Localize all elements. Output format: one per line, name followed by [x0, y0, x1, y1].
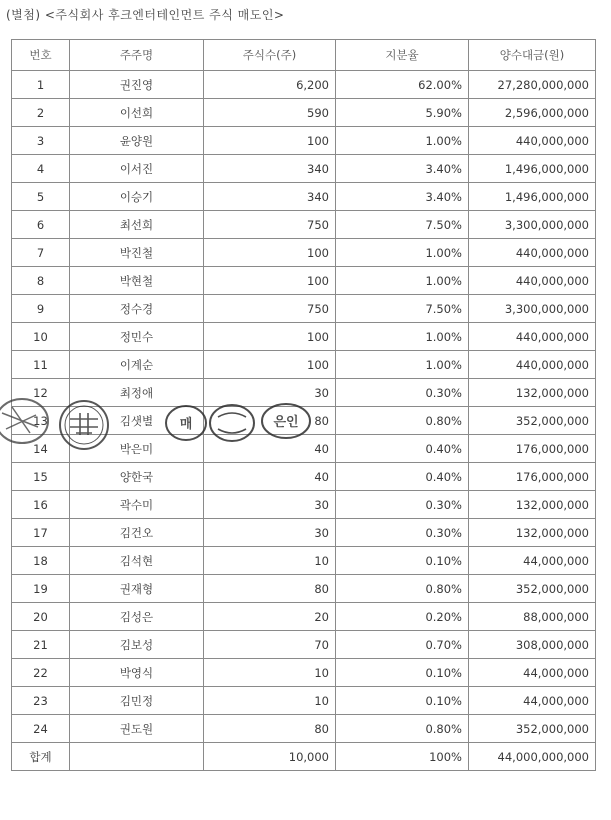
- row-shareholder-name: 박진철: [70, 239, 204, 267]
- table-row: [12, 379, 596, 407]
- row-number: 14: [12, 435, 70, 463]
- row-ratio: 1.00%: [336, 239, 469, 267]
- table-row: [12, 183, 596, 211]
- row-shareholder-name: 김샛별: [70, 407, 204, 435]
- row-number: 23: [12, 687, 70, 715]
- table-row: [12, 519, 596, 547]
- row-shares: 100: [204, 267, 336, 295]
- table-row: [12, 295, 596, 323]
- row-shares: 590: [204, 99, 336, 127]
- table-row: [12, 687, 596, 715]
- row-shares: 6,200: [204, 71, 336, 99]
- row-shares: 340: [204, 155, 336, 183]
- table-row: [12, 491, 596, 519]
- row-amount: 440,000,000: [469, 267, 596, 295]
- row-ratio: 1.00%: [336, 127, 469, 155]
- row-number: 22: [12, 659, 70, 687]
- row-ratio: 0.30%: [336, 491, 469, 519]
- table-body: [12, 71, 596, 743]
- row-amount: 440,000,000: [469, 239, 596, 267]
- row-number: 4: [12, 155, 70, 183]
- row-amount: 308,000,000: [469, 631, 596, 659]
- table-header-row: [12, 40, 596, 71]
- row-amount: 440,000,000: [469, 127, 596, 155]
- row-number: 17: [12, 519, 70, 547]
- row-ratio: 1.00%: [336, 351, 469, 379]
- table-row: [12, 351, 596, 379]
- row-shareholder-name: 정수경: [70, 295, 204, 323]
- row-number: 19: [12, 575, 70, 603]
- row-shares: 20: [204, 603, 336, 631]
- row-number: 5: [12, 183, 70, 211]
- row-amount: 176,000,000: [469, 463, 596, 491]
- row-number: 7: [12, 239, 70, 267]
- row-ratio: 0.40%: [336, 435, 469, 463]
- row-shares: 100: [204, 127, 336, 155]
- row-shareholder-name: 김성은: [70, 603, 204, 631]
- row-amount: 352,000,000: [469, 715, 596, 743]
- row-shares: 10: [204, 547, 336, 575]
- total-shares: 10,000: [204, 743, 336, 771]
- header-amount: 양수대금(원): [469, 40, 596, 71]
- shareholder-table: [11, 39, 596, 771]
- row-shareholder-name: 권도원: [70, 715, 204, 743]
- row-shareholder-name: 이계순: [70, 351, 204, 379]
- row-shareholder-name: 김건오: [70, 519, 204, 547]
- table-row: [12, 575, 596, 603]
- row-ratio: 0.40%: [336, 463, 469, 491]
- row-shares: 100: [204, 351, 336, 379]
- row-ratio: 7.50%: [336, 295, 469, 323]
- table-row: [12, 71, 596, 99]
- row-shares: 80: [204, 407, 336, 435]
- row-ratio: 0.30%: [336, 519, 469, 547]
- table-row: [12, 463, 596, 491]
- table-row: [12, 127, 596, 155]
- row-shareholder-name: 권진영: [70, 71, 204, 99]
- table-row: [12, 99, 596, 127]
- row-amount: 132,000,000: [469, 491, 596, 519]
- row-shareholder-name: 양한국: [70, 463, 204, 491]
- row-shareholder-name: 박은미: [70, 435, 204, 463]
- row-shares: 70: [204, 631, 336, 659]
- row-number: 3: [12, 127, 70, 155]
- row-number: 20: [12, 603, 70, 631]
- row-ratio: 0.10%: [336, 547, 469, 575]
- row-shareholder-name: 김보성: [70, 631, 204, 659]
- row-number: 9: [12, 295, 70, 323]
- row-number: 2: [12, 99, 70, 127]
- row-ratio: 0.80%: [336, 407, 469, 435]
- row-shareholder-name: 최선희: [70, 211, 204, 239]
- row-amount: 176,000,000: [469, 435, 596, 463]
- row-ratio: 0.70%: [336, 631, 469, 659]
- row-shares: 10: [204, 659, 336, 687]
- row-shareholder-name: 김석현: [70, 547, 204, 575]
- row-shares: 80: [204, 575, 336, 603]
- row-shareholder-name: 최정애: [70, 379, 204, 407]
- row-ratio: 0.80%: [336, 715, 469, 743]
- header-shareholder: 주주명: [70, 40, 204, 71]
- row-number: 10: [12, 323, 70, 351]
- total-name-cell: [70, 743, 204, 771]
- table-row: [12, 211, 596, 239]
- row-shareholder-name: 윤양원: [70, 127, 204, 155]
- total-amount: 44,000,000,000: [469, 743, 596, 771]
- row-shareholder-name: 곽수미: [70, 491, 204, 519]
- row-ratio: 0.80%: [336, 575, 469, 603]
- row-number: 21: [12, 631, 70, 659]
- row-shareholder-name: 권재형: [70, 575, 204, 603]
- row-amount: 1,496,000,000: [469, 183, 596, 211]
- table-row: [12, 659, 596, 687]
- row-amount: 1,496,000,000: [469, 155, 596, 183]
- row-shares: 30: [204, 379, 336, 407]
- row-amount: 132,000,000: [469, 379, 596, 407]
- row-number: 8: [12, 267, 70, 295]
- row-amount: 3,300,000,000: [469, 295, 596, 323]
- row-number: 1: [12, 71, 70, 99]
- table-row: [12, 323, 596, 351]
- row-shares: 340: [204, 183, 336, 211]
- row-shareholder-name: 이서진: [70, 155, 204, 183]
- svg-text:은인: 은인: [273, 415, 299, 430]
- row-number: 15: [12, 463, 70, 491]
- row-ratio: 7.50%: [336, 211, 469, 239]
- row-amount: 88,000,000: [469, 603, 596, 631]
- row-shareholder-name: 박영식: [70, 659, 204, 687]
- row-ratio: 1.00%: [336, 323, 469, 351]
- table-row: [12, 267, 596, 295]
- row-shares: 80: [204, 715, 336, 743]
- document-caption: (별첨) <주식회사 후크엔터테인먼트 주식 매도인>: [6, 8, 285, 22]
- row-shareholder-name: 박현철: [70, 267, 204, 295]
- row-amount: 2,596,000,000: [469, 99, 596, 127]
- table-row: [12, 435, 596, 463]
- header-ratio: 지분율: [336, 40, 469, 71]
- row-shares: 40: [204, 463, 336, 491]
- row-shares: 100: [204, 323, 336, 351]
- table-row: [12, 407, 596, 435]
- total-ratio: 100%: [336, 743, 469, 771]
- table-row: [12, 603, 596, 631]
- row-number: 13: [12, 407, 70, 435]
- table-row: [12, 239, 596, 267]
- row-number: 16: [12, 491, 70, 519]
- row-amount: 44,000,000: [469, 687, 596, 715]
- row-number: 18: [12, 547, 70, 575]
- row-ratio: 3.40%: [336, 183, 469, 211]
- row-amount: 352,000,000: [469, 407, 596, 435]
- row-amount: 132,000,000: [469, 519, 596, 547]
- row-amount: 44,000,000: [469, 547, 596, 575]
- row-amount: 44,000,000: [469, 659, 596, 687]
- row-shares: 10: [204, 687, 336, 715]
- row-shareholder-name: 김민정: [70, 687, 204, 715]
- row-number: 6: [12, 211, 70, 239]
- table-row: [12, 155, 596, 183]
- row-shares: 30: [204, 519, 336, 547]
- row-amount: 440,000,000: [469, 323, 596, 351]
- row-ratio: 3.40%: [336, 155, 469, 183]
- row-number: 24: [12, 715, 70, 743]
- table-row: [12, 715, 596, 743]
- total-label: 합계: [12, 743, 70, 771]
- row-shares: 750: [204, 211, 336, 239]
- row-ratio: 0.10%: [336, 659, 469, 687]
- row-amount: 352,000,000: [469, 575, 596, 603]
- header-number: 번호: [12, 40, 70, 71]
- row-number: 12: [12, 379, 70, 407]
- table-row: [12, 631, 596, 659]
- row-number: 11: [12, 351, 70, 379]
- row-shares: 40: [204, 435, 336, 463]
- total-row: [12, 743, 596, 771]
- row-amount: 440,000,000: [469, 351, 596, 379]
- svg-text:매: 매: [179, 417, 193, 432]
- row-ratio: 1.00%: [336, 267, 469, 295]
- row-ratio: 0.20%: [336, 603, 469, 631]
- header-shares: 주식수(주): [204, 40, 336, 71]
- row-shares: 30: [204, 491, 336, 519]
- row-ratio: 0.30%: [336, 379, 469, 407]
- row-shareholder-name: 이승기: [70, 183, 204, 211]
- row-ratio: 0.10%: [336, 687, 469, 715]
- row-shareholder-name: 정민수: [70, 323, 204, 351]
- row-ratio: 62.00%: [336, 71, 469, 99]
- row-shares: 100: [204, 239, 336, 267]
- table-row: [12, 547, 596, 575]
- row-amount: 3,300,000,000: [469, 211, 596, 239]
- row-amount: 27,280,000,000: [469, 71, 596, 99]
- row-shareholder-name: 이선희: [70, 99, 204, 127]
- row-ratio: 5.90%: [336, 99, 469, 127]
- row-shares: 750: [204, 295, 336, 323]
